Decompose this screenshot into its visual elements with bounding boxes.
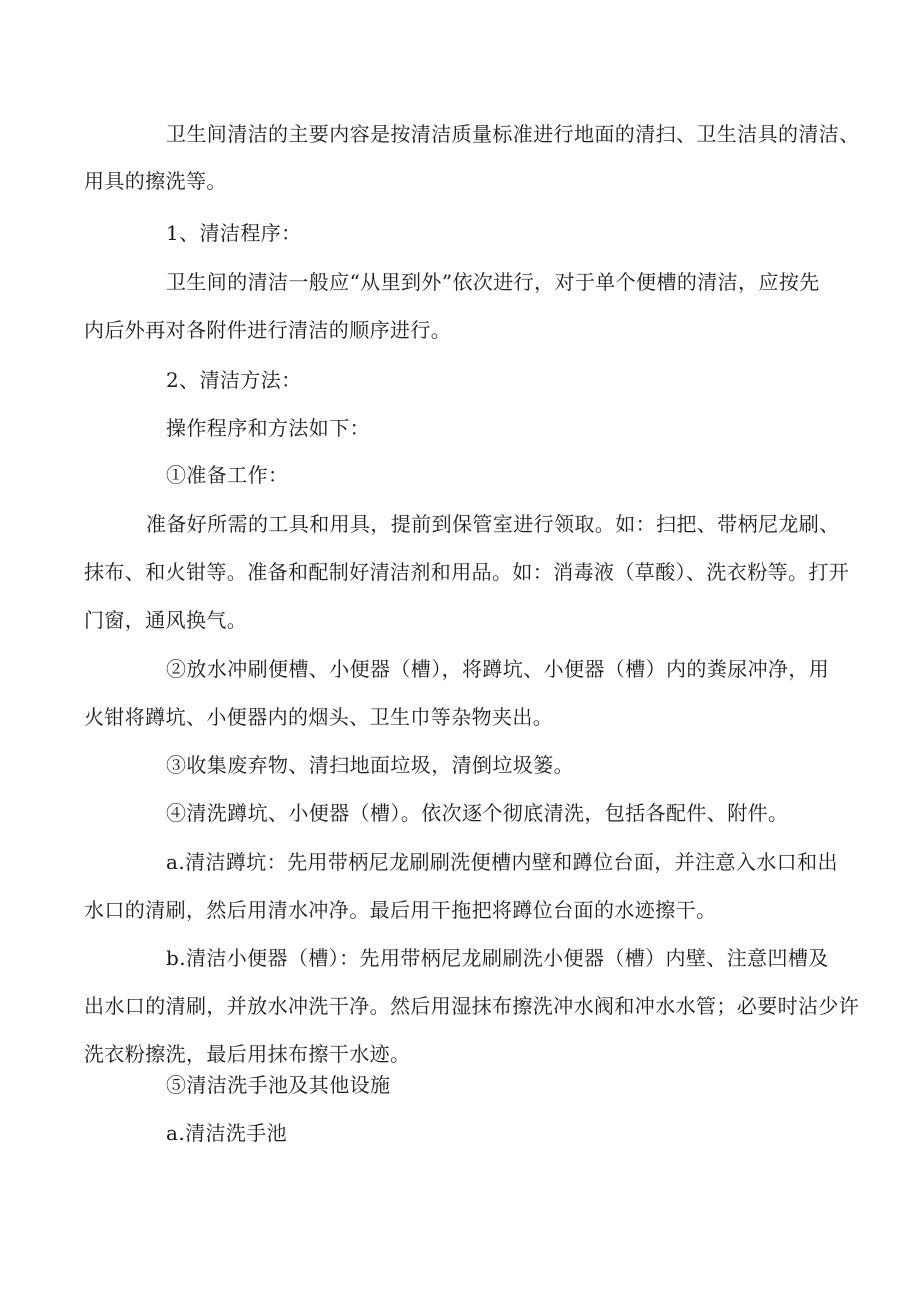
- paragraph-2-line-2: 内后外再对各附件进行清洁的顺序进行。: [84, 318, 452, 342]
- paragraph-2-line-1: 卫生间的清洁一般应“从里到外”依次进行，对于单个便槽的清洁，应按先: [166, 270, 820, 294]
- step-1-title: ①准备工作：: [166, 463, 289, 487]
- paragraph-1-line-1: 卫生间清洁的主要内容是按清洁质量标准进行地面的清扫、卫生洁具的清洁、: [166, 122, 860, 146]
- step-4a-line-1: a.清洁蹲坑：先用带柄尼龙刷刷洗便槽内壁和蹲位台面，并注意入水口和出: [166, 850, 838, 874]
- step-5a: a.清洁洗手池: [166, 1121, 288, 1145]
- heading-cleaning-procedure: 1、清洁程序：: [166, 221, 302, 245]
- step-4b-line-3: 洗衣粉擦洗，最后用抹布擦干水迹。: [84, 1042, 411, 1066]
- step-1-body-line-2: 抹布、和火钳等。准备和配制好清洁剂和用品。如：消毒液（草酸）、洗衣粉等。打开: [84, 560, 850, 584]
- step-5: ⑤清洁洗手池及其他设施: [166, 1073, 391, 1097]
- step-4b-line-1: b.清洁小便器（槽）：先用带柄尼龙刷刷洗小便器（槽）内壁、注意凹槽及: [166, 946, 829, 970]
- step-1-body-line-1: 准备好所需的工具和用具，提前到保管室进行领取。如：扫把、带柄尼龙刷、: [146, 512, 840, 536]
- step-2-line-1: ②放水冲刷便槽、小便器（槽），将蹲坑、小便器（槽）内的粪尿冲净，用: [166, 657, 830, 681]
- intro-text: 操作程序和方法如下：: [166, 416, 370, 440]
- step-4a-line-2: 水口的清刷，然后用清水冲净。最后用干拖把将蹲位台面的水迹擦干。: [84, 898, 717, 922]
- step-1-body-line-3: 门窗，通风换气。: [84, 608, 248, 632]
- step-4: ④清洗蹲坑、小便器（槽）。依次逐个彻底清洗，包括各配件、附件。: [166, 801, 789, 825]
- step-4b-line-2: 出水口的清刷，并放水冲洗干净。然后用湿抹布擦洗冲水阀和冲水水管；必要时沾少许: [84, 994, 860, 1018]
- step-2-line-2: 火钳将蹲坑、小便器内的烟头、卫生巾等杂物夹出。: [84, 705, 554, 729]
- heading-cleaning-method: 2、清洁方法：: [166, 368, 302, 392]
- step-3: ③收集废弃物、清扫地面垃圾，清倒垃圾篓。: [166, 753, 574, 777]
- paragraph-1-line-2: 用具的擦洗等。: [84, 169, 227, 193]
